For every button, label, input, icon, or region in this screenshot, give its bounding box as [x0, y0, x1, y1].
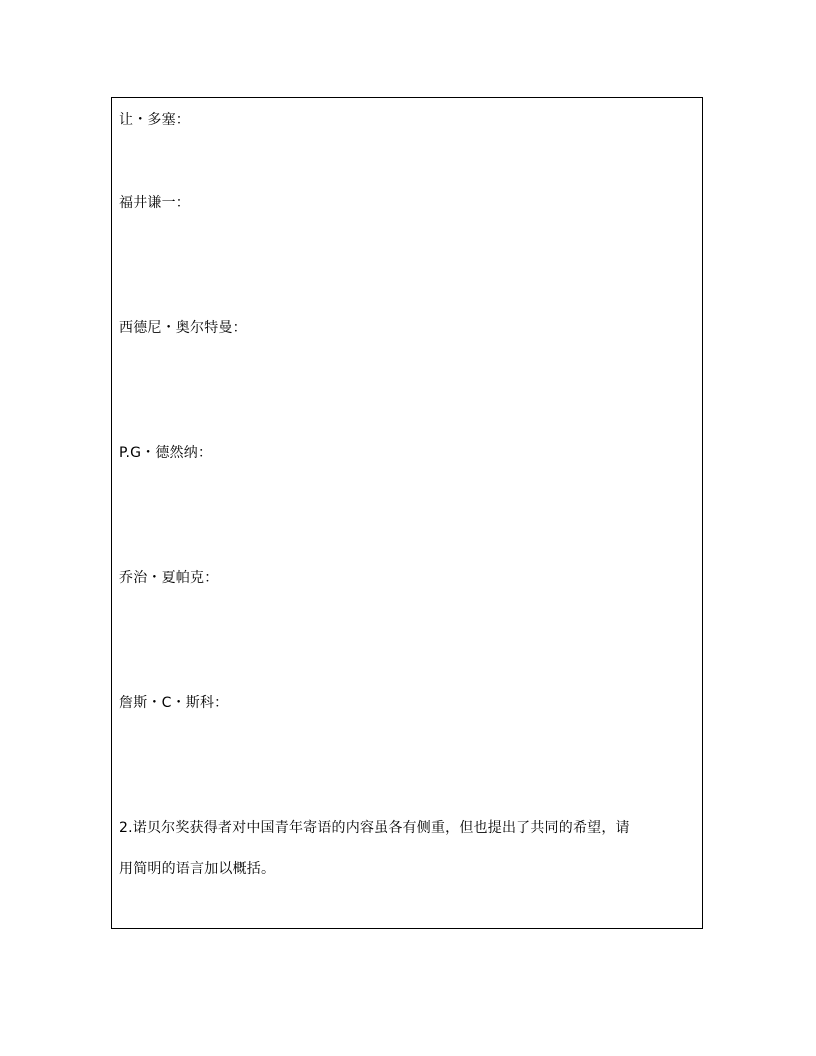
question-text-line-1: 2.诺贝尔奖获得者对中国青年寄语的内容虽各有侧重，但也提出了共同的希望，请	[119, 820, 630, 836]
name-label-fukui: 福井谦一：	[119, 195, 190, 211]
answer-box	[111, 97, 703, 929]
name-label-altman: 西德尼・奥尔特曼：	[119, 320, 247, 336]
name-label-charpak: 乔治・夏帕克：	[119, 570, 219, 586]
name-label-dausset: 让・多塞：	[119, 112, 190, 128]
question-text-line-2: 用简明的语言加以概括。	[119, 861, 276, 877]
name-label-skou: 詹斯・C・斯科：	[119, 695, 229, 711]
name-label-degennes: P.G・德然纳：	[119, 445, 213, 461]
